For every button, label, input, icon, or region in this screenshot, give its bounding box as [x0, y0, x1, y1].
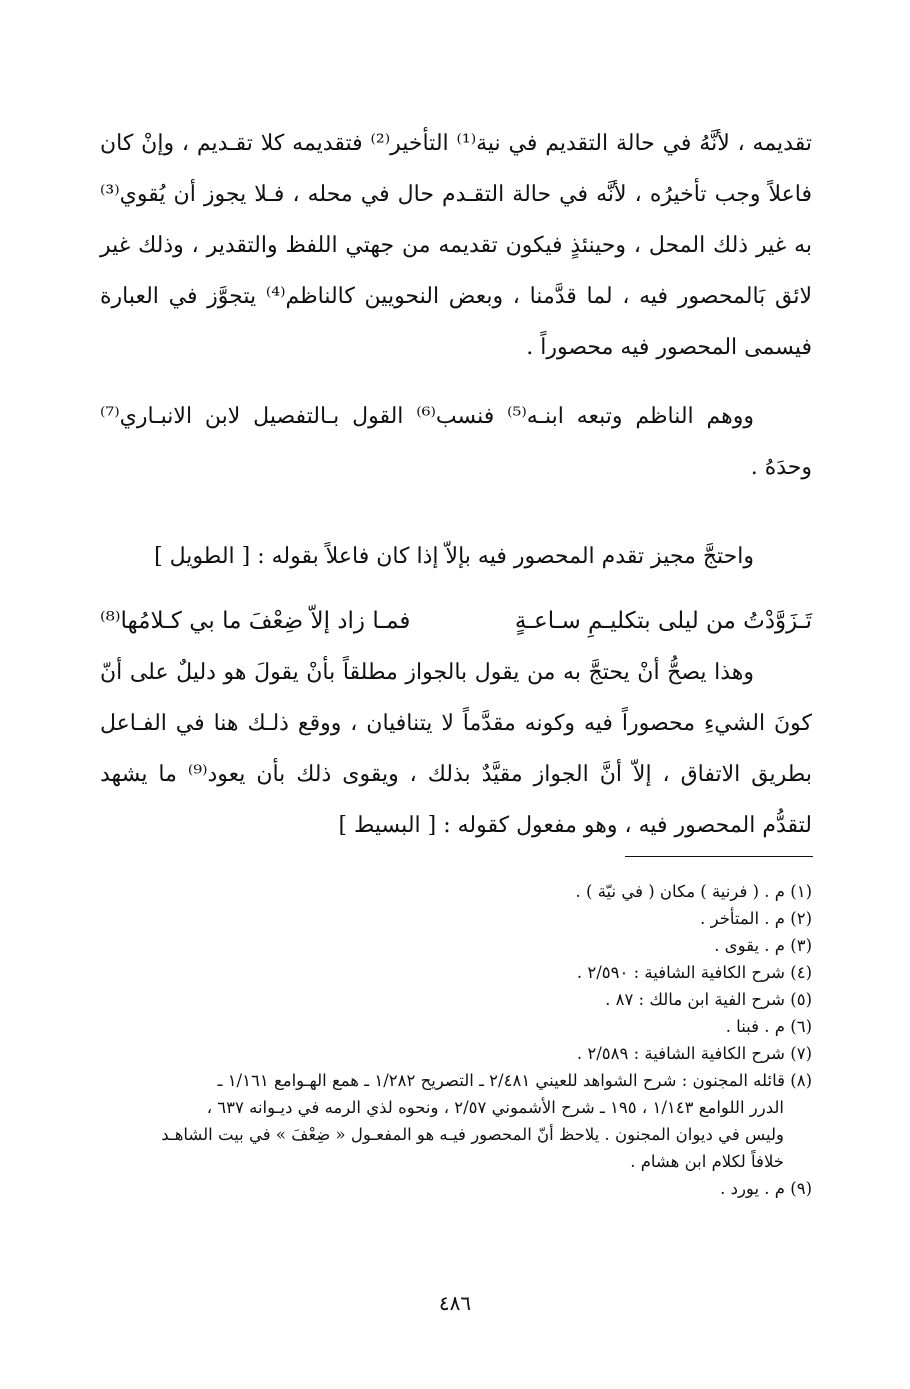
footnote-9: (٩) م . يورد .	[720, 1179, 812, 1198]
main-text	[100, 118, 812, 851]
footnote-7: (٧) شرح الكافية الشافية : ٢/٥٨٩ .	[576, 1044, 812, 1063]
footnote-6: (٦) م . فبنا .	[725, 1017, 812, 1036]
footnote-4: (٤) شرح الكافية الشافية : ٢/٥٩٠ .	[576, 963, 812, 982]
footnotes	[100, 878, 812, 1202]
paragraph-1: تقديمه ، لأنَّهُ في حالة التقديم في نية⁽¹⁾ التأخير⁽²⁾ فتقديمه كلا تقـديم ، وإنْ كان فاعلاً وجب تأخيرُه ، لأنَّه في حالة التقـدم حال في محله ، فـلا يجوز أن يُقوي⁽³⁾ به غير ذلك المحل ، وحينئذٍ فيكون تقديمه من جهتي اللفظ والتقدير ، وذلك غير لائق بَالمحصور فيه ، لما قدَّمنا ، وبعض النحويين كالناظم⁽⁴⁾ يتجوَّز في العبارة فيسمى المحصور فيه محصوراً .	[100, 131, 813, 360]
footnote-8-continuation-3: خلافاً لكلام ابن هشام .	[630, 1152, 784, 1171]
verse-first-hemistich: تَـزَوَّدْتُ من ليلى بتكليـمِ سـاعـةٍ	[514, 608, 812, 634]
footnote-8-continuation-2: وليس في ديوان المجنون . يلاحظ أنّ المحصور فيـه هو المفعـول « ضِعْفَ » في بيت الشاهـد	[161, 1125, 784, 1144]
footnote-separator	[625, 856, 813, 857]
footnote-8-continuation-1: الدرر اللوامع ١/١٤٣ ، ١٩٥ ـ شرح الأشموني ٢/٥٧ ، ونحوه لذي الرمه في ديـوانه ٦٣٧ ،	[206, 1098, 784, 1117]
footnote-3: (٣) م . يقوى .	[714, 936, 812, 955]
paragraph-4: وهذا يصحُّ أنْ يحتجَّ به من يقول بالجواز مطلقاً بأنْ يقولَ هو دليلٌ على أنّ كونَ الشيءِ محصوراً فيه وكونه مقدَّماً لا يتنافيان ، ووقع ذلـك هنا في الفـاعل بطريق الاتفاق ، إلاّ أنَّ الجواز مقيَّدٌ بذلك ، ويقوى ذلك بأن يعود⁽⁹⁾ ما يشهد لتقدُّم المحصور فيه ، وهو مفعول كقوله : [ البسيط ]	[100, 660, 812, 838]
footnote-5: (٥) شرح الفية ابن مالك : ٨٧ .	[605, 990, 812, 1009]
footnote-8: (٨) قائله المجنون : شرح الشواهد للعيني ٢/٤٨١ ـ التصريح ١/٢٨٢ ـ همع الهـوامع ١/١٦١ ـ	[217, 1071, 812, 1090]
verse-second-hemistich: فمـا زاد إلاّ ضِعْفَ ما بي كـلامُها⁽⁸⁾	[100, 608, 411, 634]
page-number: ٤٨٦	[438, 1291, 472, 1315]
footnote-1: (١) م . ( فرنية ) مكان ( في نيّة ) .	[575, 882, 812, 901]
paragraph-2: ووهم الناظم وتبعه ابنـه⁽⁵⁾ فنسب⁽⁶⁾ القول بـالتفصيل لابن الانبـاري⁽⁷⁾ وحدَهُ .	[100, 404, 812, 480]
verse-line	[100, 596, 812, 647]
verse-intro: واحتجَّ مجيز تقدم المحصور فيه بإلاّ إذا كان فاعلاً بقوله : [ الطويل ]	[154, 544, 754, 569]
footnote-2: (٢) م . المتأخر .	[700, 909, 812, 928]
